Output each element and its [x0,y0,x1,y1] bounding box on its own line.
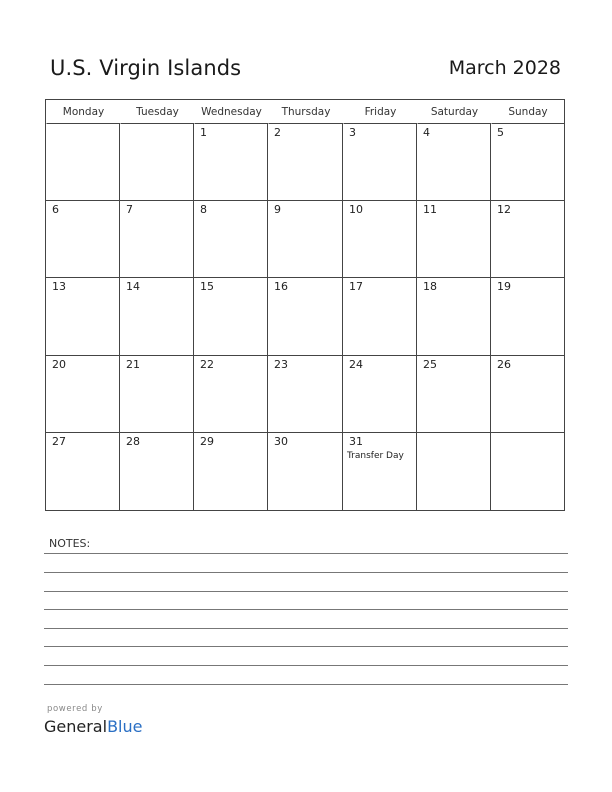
calendar-day-cell [268,124,343,201]
day-number: 5 [497,126,504,139]
day-number: 30 [274,434,288,448]
day-number: 24 [349,357,363,371]
day-number: 19 [497,280,511,294]
notes-line [44,553,568,554]
calendar-day-cell [343,124,417,201]
notes-line [44,628,568,629]
calendar-day-cell [491,433,564,510]
day-number: 3 [349,126,356,139]
calendar-day-cell [46,278,120,355]
day-number: 13 [52,280,66,294]
generalblue-logo [44,717,142,736]
brand-blue-text: Blue [107,717,143,736]
calendar-day-cell [343,278,417,355]
day-number: 12 [497,203,511,217]
weekday-header-monday: Monday [46,100,120,124]
notes-line [44,591,568,592]
brand-general-text: General [44,717,108,736]
day-number: 21 [126,357,140,371]
day-number: 6 [52,203,59,217]
calendar-region-title: U.S. Virgin Islands [50,56,242,80]
calendar-day-cell [417,124,491,201]
calendar-day-cell [268,356,343,433]
day-number: 27 [52,434,66,448]
day-number: 17 [349,280,363,294]
calendar-day-cell [268,278,343,355]
calendar-day-cell [268,201,343,278]
calendar-day-cell [120,433,194,510]
day-number: 22 [200,357,214,371]
calendar-day-cell [194,433,268,510]
holiday-label: Transfer Day [347,450,404,461]
calendar-day-cell [417,356,491,433]
day-number: 20 [52,357,66,371]
calendar-day-cell [194,201,268,278]
notes-line [44,665,568,666]
weekday-header-wednesday: Wednesday [194,100,268,124]
calendar-day-cell [46,201,120,278]
notes-line [44,572,568,573]
calendar-day-cell [46,433,120,510]
day-number: 31 [349,434,363,448]
day-number: 16 [274,280,288,294]
notes-line [44,646,568,647]
weekday-header-friday: Friday [343,100,417,124]
calendar-day-cell [46,356,120,433]
calendar-day-cell [46,124,120,201]
day-number: 4 [423,126,430,139]
calendar-day-cell [268,433,343,510]
day-number: 28 [126,434,140,448]
notes-line [44,609,568,610]
calendar-day-cell [417,201,491,278]
calendar-grid [45,99,565,511]
calendar-day-cell [120,356,194,433]
calendar-day-cell [120,201,194,278]
powered-by-text: powered by [47,704,103,714]
day-number: 10 [349,203,363,217]
calendar-day-cell [491,201,564,278]
weekday-header-sunday: Sunday [491,100,564,124]
day-number: 14 [126,280,140,294]
calendar-day-cell [491,356,564,433]
calendar-day-cell [120,278,194,355]
calendar-day-cell [120,124,194,201]
day-number: 11 [423,203,437,217]
day-number: 1 [200,126,207,139]
day-number: 18 [423,280,437,294]
day-number: 9 [274,203,281,217]
calendar-day-cell [194,124,268,201]
calendar-day-cell [491,278,564,355]
calendar-day-cell [343,356,417,433]
day-number: 26 [497,357,511,371]
day-number: 7 [126,203,133,217]
notes-label: NOTES: [49,537,91,550]
weekday-header-thursday: Thursday [268,100,343,124]
calendar-day-cell [194,356,268,433]
day-number: 25 [423,357,437,371]
day-number: 29 [200,434,214,448]
calendar-month-title: March 2028 [448,57,561,79]
day-number: 8 [200,203,207,217]
weekday-header-tuesday: Tuesday [120,100,194,124]
day-number: 15 [200,280,214,294]
weekday-header-saturday: Saturday [417,100,491,124]
calendar-day-cell [491,124,564,201]
calendar-day-cell [343,433,417,510]
calendar-day-cell [417,433,491,510]
notes-line [44,684,568,685]
calendar-day-cell [417,278,491,355]
day-number: 23 [274,357,288,371]
day-number: 2 [274,126,281,139]
calendar-day-cell [194,278,268,355]
calendar-day-cell [343,201,417,278]
